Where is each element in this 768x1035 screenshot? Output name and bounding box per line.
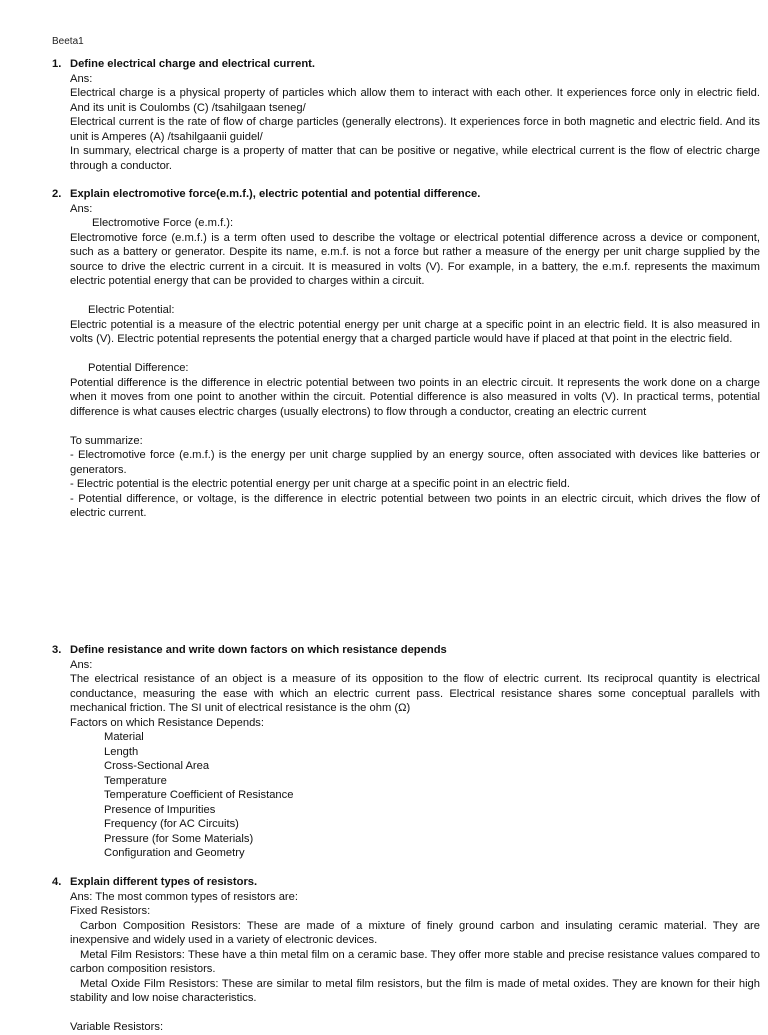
question-2 (52, 187, 760, 521)
paragraph: Carbon Composition Resistors: These are made of a mixture of finely ground carbon and insulating ceramic material. They are inexpensive and widely used in a variety of electronic devices. (70, 919, 760, 946)
page-header: Beeta1 (52, 36, 84, 47)
subheading-potential-difference: Potential Difference: (88, 362, 189, 374)
list-item: Frequency (for AC Circuits) (104, 818, 239, 830)
question-1 (52, 57, 760, 173)
answer-3 (52, 658, 760, 861)
list-item: Material (104, 731, 144, 743)
question-3 (52, 643, 760, 861)
list-item: Cross-Sectional Area (104, 760, 210, 772)
summary-heading: To summarize: (70, 434, 143, 447)
question-number: 4. (52, 876, 62, 888)
paragraph: Electric potential is a measure of the electric potential energy per unit charge at a specific point in an electric field. It is also measured in volts (V). Electric potential represents the potential energy that a charged particle would have if placed at that point in the electric field. (70, 318, 760, 345)
summary-item: - Electromotive force (e.m.f.) is the energy per unit charge supplied by an energy source, often associated with devices like batteries or generators. (70, 449, 760, 476)
list-item: Temperature (104, 774, 167, 787)
question-number: 2. (52, 188, 62, 200)
fixed-resistors-heading: Fixed Resistors: (70, 905, 151, 917)
question-text: Explain different types of resistors. (70, 876, 258, 888)
answer-label: Ans: The most common types of resistors are: (70, 890, 298, 903)
question-3-title (52, 643, 760, 658)
list-item: Configuration and Geometry (104, 847, 245, 859)
answer-2 (52, 202, 760, 521)
list-item: Presence of Impurities (104, 803, 216, 816)
question-text: Define resistance and write down factors on which resistance depends (70, 644, 447, 656)
paragraph: Electrical charge is a physical property of particles which allow them to interact with each other. It experiences force only in electric field. And its unit is Coulombs (C) /tsahilgaan tseneg/ (70, 87, 760, 114)
factors-heading: Factors on which Resistance Depends: (70, 716, 265, 729)
paragraph: Electromotive force (e.m.f.) is a term often used to describe the voltage or electrical potential difference across a device or component, such as a battery or generator. Despite its name, e.m.f. is not a force but rather a measure of the energy per unit charge supplied by the source to drive the electric current in a circuit. It is measured in volts (V). For example, in a battery, the e.m.f. represents the maximum electric potential energy that can be provided to charges within a circuit. (70, 231, 760, 287)
summary-item: - Electric potential is the electric potential energy per unit charge at a specific point in an electric field. (70, 478, 570, 490)
paragraph: Metal Film Resistors: These have a thin metal film on a ceramic base. They offer more stable and precise resistance values compared to carbon composition resistors. (70, 948, 760, 975)
answer-label: Ans: (70, 72, 93, 85)
question-text: Explain electromotive force(e.m.f.), electric potential and potential difference. (70, 188, 481, 200)
subheading-emf: Electromotive Force (e.m.f.): (92, 217, 234, 229)
question-4-title (52, 875, 760, 890)
question-number: 3. (52, 644, 62, 656)
factors-list (70, 730, 760, 861)
list-item: Length (104, 745, 139, 758)
paragraph: The electrical resistance of an object is a measure of its opposition to the flow of electric current. Its reciprocal quantity is electrical conductance, measuring the ease with which an electric current pass. Electrical resistance shares some conceptual parallels with mechanical friction. The SI unit of electrical resistance is the ohm (Ω) (70, 673, 760, 714)
subheading-electric-potential: Electric Potential: (88, 304, 175, 316)
answer-label: Ans: (70, 202, 93, 215)
question-2-title (52, 187, 760, 202)
paragraph: Potential difference is the difference in electric potential between two points in an electric circuit. It represents the work done on a charge when it moves from one point to another within the circuit. Potential difference is also measured in volts (V). In practical terms, potential difference is what causes electric charges (usually electrons) to flow through a conductor, creating an electric current (70, 376, 760, 418)
summary-item: - Potential difference, or voltage, is the difference in electric potential between two points in an electric circuit, which drives the flow of electric current. (70, 492, 760, 519)
question-4 (52, 875, 760, 1035)
variable-resistors-heading: Variable Resistors: (70, 1021, 164, 1033)
list-item: Pressure (for Some Materials) (104, 832, 254, 845)
answer-1 (52, 72, 760, 174)
question-text: Define electrical charge and electrical current. (70, 58, 315, 70)
list-item: Temperature Coefficient of Resistance (104, 789, 294, 801)
paragraph: Metal Oxide Film Resistors: These are similar to metal film resistors, but the film is made of metal oxides. They are known for their high stability and low noise characteristics. (70, 977, 760, 1004)
answer-label: Ans: (70, 658, 93, 671)
answer-4 (52, 890, 760, 1035)
paragraph: In summary, electrical charge is a property of matter that can be positive or negative, while electrical current is the flow of electric charge through a conductor. (70, 145, 760, 172)
question-1-title (52, 57, 760, 72)
question-number: 1. (52, 58, 62, 70)
paragraph: Electrical current is the rate of flow of charge particles (generally electrons). It experiences force in both magnetic and electric field. And its unit is Amperes (A) /tsahilgaanii guidel/ (70, 116, 760, 143)
